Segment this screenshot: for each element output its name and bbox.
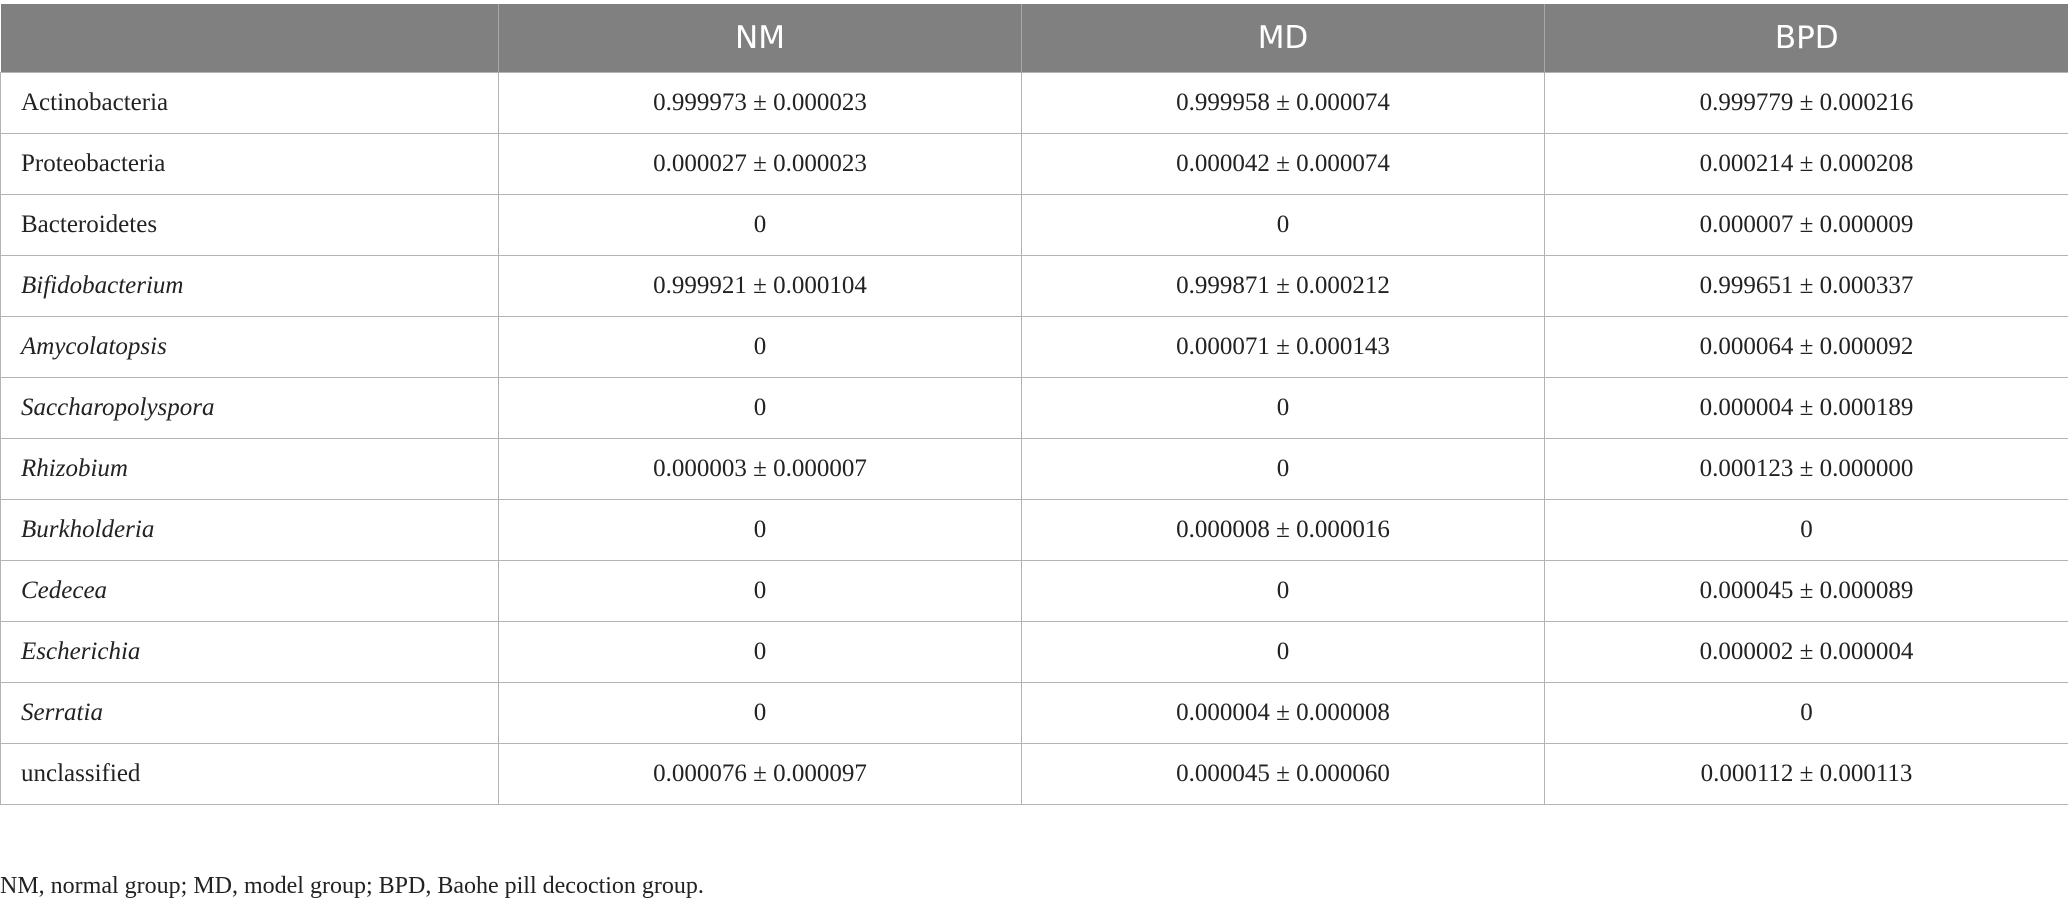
value-cell-bpd: 0.000004 ± 0.000189 xyxy=(1545,378,2068,439)
value-cell-nm: 0 xyxy=(499,317,1022,378)
taxon-label-cell: Serratia xyxy=(1,683,499,744)
table-row xyxy=(1,744,2068,805)
value-cell-md: 0.000008 ± 0.000016 xyxy=(1022,500,1545,561)
value-cell-md: 0 xyxy=(1022,561,1545,622)
table-row xyxy=(1,195,2068,256)
value-cell-bpd: 0.000064 ± 0.000092 xyxy=(1545,317,2068,378)
value-cell-nm: 0 xyxy=(499,500,1022,561)
value-cell-nm: 0.000076 ± 0.000097 xyxy=(499,744,1022,805)
table-row xyxy=(1,500,2068,561)
abundance-table xyxy=(0,4,2068,805)
header-cell-bpd: BPD xyxy=(1545,4,2068,73)
header-cell-taxon xyxy=(1,4,499,73)
value-cell-bpd: 0.000214 ± 0.000208 xyxy=(1545,134,2068,195)
value-cell-nm: 0 xyxy=(499,683,1022,744)
value-cell-md: 0 xyxy=(1022,622,1545,683)
taxon-label-cell: Amycolatopsis xyxy=(1,317,499,378)
value-cell-bpd: 0.000123 ± 0.000000 xyxy=(1545,439,2068,500)
value-cell-nm: 0 xyxy=(499,195,1022,256)
taxon-label-cell: Escherichia xyxy=(1,622,499,683)
value-cell-nm: 0.999973 ± 0.000023 xyxy=(499,73,1022,134)
value-cell-md: 0.999958 ± 0.000074 xyxy=(1022,73,1545,134)
header-row xyxy=(1,4,2068,73)
taxon-label-cell: Proteobacteria xyxy=(1,134,499,195)
value-cell-md: 0 xyxy=(1022,378,1545,439)
table-body xyxy=(1,73,2068,805)
value-cell-bpd: 0.000045 ± 0.000089 xyxy=(1545,561,2068,622)
table-header xyxy=(1,4,2068,73)
value-cell-md: 0 xyxy=(1022,439,1545,500)
table-row xyxy=(1,256,2068,317)
taxon-label-cell: Cedecea xyxy=(1,561,499,622)
abundance-table-container xyxy=(0,4,2068,805)
taxon-label-cell: Rhizobium xyxy=(1,439,499,500)
table-row xyxy=(1,317,2068,378)
value-cell-bpd: 0.999651 ± 0.000337 xyxy=(1545,256,2068,317)
value-cell-bpd: 0.999779 ± 0.000216 xyxy=(1545,73,2068,134)
header-cell-nm: NM xyxy=(499,4,1022,73)
value-cell-bpd: 0.000112 ± 0.000113 xyxy=(1545,744,2068,805)
table-row xyxy=(1,378,2068,439)
value-cell-nm: 0 xyxy=(499,378,1022,439)
value-cell-nm: 0 xyxy=(499,622,1022,683)
value-cell-md: 0.000045 ± 0.000060 xyxy=(1022,744,1545,805)
table-row xyxy=(1,561,2068,622)
value-cell-nm: 0.999921 ± 0.000104 xyxy=(499,256,1022,317)
table-row xyxy=(1,622,2068,683)
taxon-label-cell: Bacteroidetes xyxy=(1,195,499,256)
value-cell-nm: 0.000027 ± 0.000023 xyxy=(499,134,1022,195)
value-cell-bpd: 0 xyxy=(1545,683,2068,744)
taxon-label-cell: Actinobacteria xyxy=(1,73,499,134)
table-footnote: NM, normal group; MD, model group; BPD, Baohe pill decoction group. xyxy=(0,873,704,899)
table-row xyxy=(1,73,2068,134)
table-row xyxy=(1,683,2068,744)
value-cell-md: 0 xyxy=(1022,195,1545,256)
table-row xyxy=(1,134,2068,195)
value-cell-nm: 0 xyxy=(499,561,1022,622)
value-cell-bpd: 0.000007 ± 0.000009 xyxy=(1545,195,2068,256)
header-cell-md: MD xyxy=(1022,4,1545,73)
value-cell-md: 0.000042 ± 0.000074 xyxy=(1022,134,1545,195)
taxon-label-cell: Saccharopolyspora xyxy=(1,378,499,439)
value-cell-bpd: 0 xyxy=(1545,500,2068,561)
taxon-label-cell: Burkholderia xyxy=(1,500,499,561)
value-cell-bpd: 0.000002 ± 0.000004 xyxy=(1545,622,2068,683)
taxon-label-cell: Bifidobacterium xyxy=(1,256,499,317)
table-row xyxy=(1,439,2068,500)
value-cell-nm: 0.000003 ± 0.000007 xyxy=(499,439,1022,500)
value-cell-md: 0.000004 ± 0.000008 xyxy=(1022,683,1545,744)
value-cell-md: 0.000071 ± 0.000143 xyxy=(1022,317,1545,378)
value-cell-md: 0.999871 ± 0.000212 xyxy=(1022,256,1545,317)
taxon-label-cell: unclassified xyxy=(1,744,499,805)
